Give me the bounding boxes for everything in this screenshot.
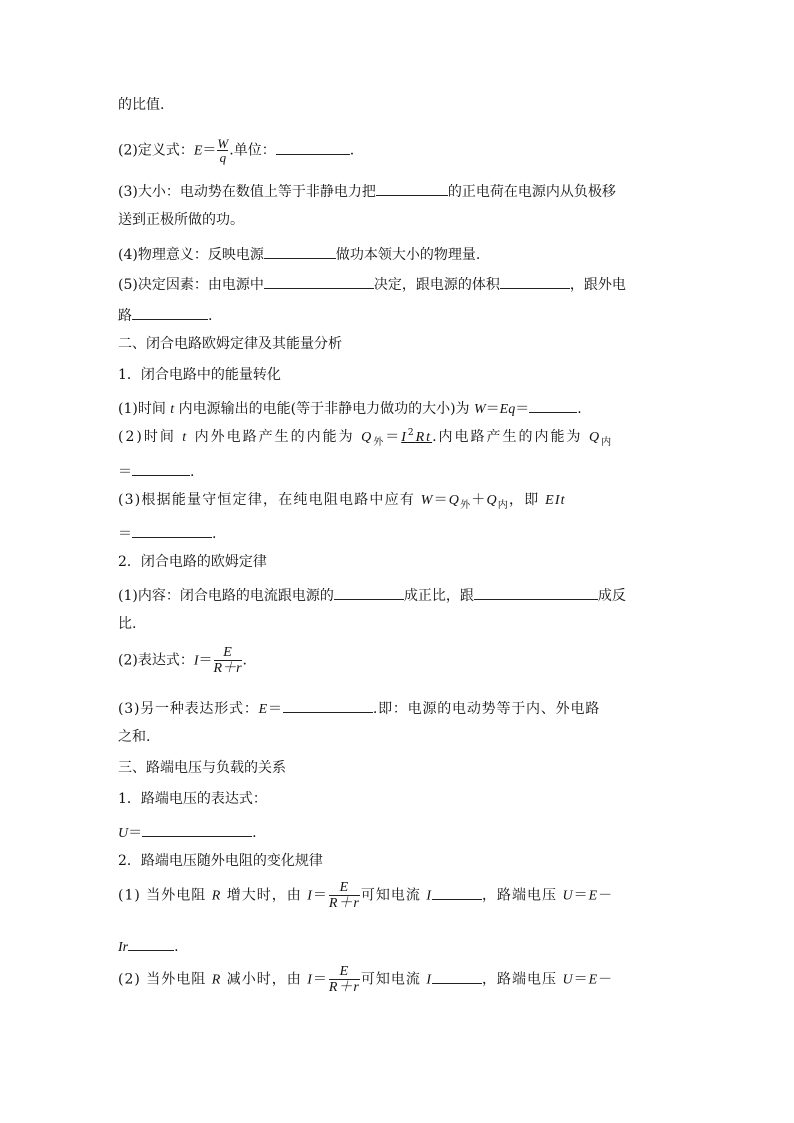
text-line bbox=[118, 821, 257, 843]
symbol-Q: Q bbox=[486, 493, 498, 508]
fill-blank[interactable] bbox=[474, 584, 598, 600]
fill-blank[interactable] bbox=[142, 821, 252, 837]
text-line bbox=[118, 522, 216, 543]
fill-blank[interactable] bbox=[132, 304, 208, 320]
text-line bbox=[118, 460, 194, 481]
text: ＝ bbox=[485, 401, 500, 417]
heading-text: 二、闭合电路欧姆定律及其能量分析 bbox=[118, 336, 342, 352]
text: 决定，跟电源的体积 bbox=[373, 277, 500, 293]
fraction-E-over-R-plus-r bbox=[329, 964, 360, 995]
text: 成反 bbox=[597, 588, 626, 604]
fraction-denominator: R＋r bbox=[328, 980, 360, 995]
fraction-numerator: E bbox=[339, 964, 350, 979]
fraction-W-over-q bbox=[217, 137, 228, 164]
text: (1) 当外电阻 bbox=[118, 887, 212, 904]
text: 减小时，由 bbox=[221, 971, 308, 988]
text: (2)定义式： bbox=[118, 142, 194, 159]
text-line bbox=[118, 397, 582, 419]
text: .内电路产生的内能为 bbox=[432, 429, 589, 445]
text: ，即 bbox=[509, 492, 546, 508]
fraction-E-over-R-plus-r bbox=[329, 880, 360, 911]
fill-blank[interactable] bbox=[276, 139, 350, 155]
symbol-E: E bbox=[588, 888, 599, 904]
symbol-t: t bbox=[170, 402, 175, 417]
text-line bbox=[118, 96, 164, 114]
text: － bbox=[598, 971, 614, 988]
text: 可知电流 bbox=[360, 971, 427, 988]
subscript: 内 bbox=[601, 437, 614, 448]
symbol-Ir: Ir bbox=[118, 940, 129, 955]
text-line bbox=[118, 211, 244, 229]
symbol-Q: Q bbox=[361, 430, 374, 445]
text: . bbox=[212, 526, 217, 542]
text: ，跟外电 bbox=[569, 277, 626, 293]
text: (2)时间 bbox=[118, 429, 183, 445]
text: － bbox=[598, 887, 614, 904]
text: . bbox=[208, 308, 213, 324]
symbol-R: R bbox=[211, 972, 222, 988]
text: 内外电路产生的内能为 bbox=[188, 429, 362, 445]
text: ＝ bbox=[573, 887, 589, 904]
text-line bbox=[118, 615, 136, 633]
subsection-heading bbox=[118, 790, 267, 808]
text: (2)表达式： bbox=[118, 652, 194, 669]
text: (1)时间 bbox=[118, 401, 171, 417]
text-line bbox=[118, 180, 616, 201]
symbol-U: U bbox=[562, 888, 574, 904]
subscript: 内 bbox=[497, 500, 509, 511]
expression-line bbox=[118, 964, 613, 995]
definition-line bbox=[118, 137, 354, 164]
text: (3)根据能量守恒定律，在纯电阻电路中应有 bbox=[118, 492, 421, 508]
subsection-heading bbox=[118, 553, 267, 571]
heading-text: 1．路端电压的表达式： bbox=[118, 791, 267, 807]
symbol-t: t bbox=[182, 430, 189, 445]
text: ＋ bbox=[471, 492, 487, 508]
symbol-I: I bbox=[426, 972, 432, 988]
symbol-W: W bbox=[420, 493, 434, 508]
text-line bbox=[118, 697, 600, 719]
fraction-numerator: E bbox=[339, 880, 350, 895]
heading-text: 三、路端电压与负载的关系 bbox=[118, 760, 286, 776]
text-line bbox=[118, 584, 626, 605]
text: .即：电源的电动势等于内、外电路 bbox=[372, 701, 601, 717]
text: ＝ bbox=[573, 971, 589, 988]
symbol-I: I bbox=[193, 653, 199, 669]
symbol-R: R bbox=[211, 888, 222, 904]
fill-blank[interactable] bbox=[264, 273, 374, 289]
text: ＝ bbox=[515, 401, 530, 417]
expression-line bbox=[118, 645, 247, 676]
symbol-E: E bbox=[193, 143, 203, 159]
symbol-W: W bbox=[474, 402, 486, 417]
text: ，路端电压 bbox=[482, 887, 563, 904]
section-heading bbox=[118, 759, 286, 777]
text: (1)内容：闭合电路的电流跟电源的 bbox=[118, 588, 334, 604]
text: 比. bbox=[118, 616, 137, 632]
fill-blank[interactable] bbox=[132, 460, 190, 476]
symbol-I: I bbox=[401, 430, 408, 445]
text: ，路端电压 bbox=[482, 971, 563, 988]
symbol-I: I bbox=[307, 888, 313, 904]
text: ＝ bbox=[118, 526, 132, 542]
subscript: 外 bbox=[373, 437, 386, 448]
fill-blank[interactable] bbox=[376, 180, 448, 196]
section-heading bbox=[118, 335, 342, 353]
heading-text: 2．路端电压随外电阻的变化规律 bbox=[118, 853, 323, 869]
text: ＝ bbox=[128, 825, 143, 841]
text: . bbox=[242, 652, 247, 669]
text-line bbox=[118, 243, 480, 264]
fill-blank[interactable] bbox=[283, 697, 373, 713]
symbol-I: I bbox=[426, 888, 432, 904]
symbol-E: E bbox=[258, 702, 268, 717]
text-line bbox=[118, 304, 212, 325]
text: ＝ bbox=[202, 142, 217, 159]
text-line bbox=[118, 491, 566, 511]
heading-text: 2．闭合电路的欧姆定律 bbox=[118, 554, 267, 570]
text: . bbox=[349, 142, 355, 159]
fraction-denominator: R＋r bbox=[213, 661, 242, 676]
text: . bbox=[190, 464, 195, 480]
text: ＝ bbox=[118, 464, 132, 480]
text: ＝ bbox=[433, 492, 449, 508]
text: 之和. bbox=[118, 729, 151, 745]
symbol-Q: Q bbox=[448, 493, 461, 508]
fill-blank[interactable] bbox=[529, 397, 577, 413]
text: 增大时，由 bbox=[221, 887, 308, 904]
text: ＝ bbox=[268, 701, 283, 717]
text: ＝ bbox=[198, 652, 213, 669]
text: (5)决定因素：由电源中 bbox=[118, 277, 264, 293]
text: 成正比，跟 bbox=[403, 588, 474, 604]
text: 送到正极所做的功。 bbox=[118, 212, 244, 228]
fraction-denominator: q bbox=[219, 150, 227, 165]
text: (3)大小：电动势在数值上等于非静电力把 bbox=[118, 184, 376, 200]
heading-text: 1．闭合电路中的能量转化 bbox=[118, 367, 281, 383]
fraction-denominator: R＋r bbox=[328, 896, 360, 911]
symbol-EIt: EIt bbox=[545, 493, 566, 508]
text: (4)物理意义：反映电源 bbox=[118, 247, 264, 263]
symbol-Eq: Eq bbox=[499, 402, 516, 417]
subsection-heading bbox=[118, 366, 281, 384]
superscript: 2 bbox=[407, 428, 416, 438]
text: 路 bbox=[118, 308, 132, 324]
text: 的正电荷在电源内从负极移 bbox=[447, 184, 616, 200]
text: . bbox=[174, 939, 179, 955]
text: 内电源输出的电能(等于非静电力做功的大小)为 bbox=[174, 401, 474, 417]
fill-blank[interactable] bbox=[334, 584, 404, 600]
text: 的比值. bbox=[118, 97, 165, 113]
expression-line bbox=[118, 880, 613, 911]
text: 可知电流 bbox=[360, 887, 427, 904]
fill-blank[interactable] bbox=[432, 884, 482, 900]
fill-blank[interactable] bbox=[132, 522, 212, 538]
symbol-Rt: Rt bbox=[415, 430, 433, 445]
text-line bbox=[118, 935, 179, 957]
text: . bbox=[577, 401, 582, 417]
subscript: 外 bbox=[460, 500, 472, 511]
text: . bbox=[252, 825, 257, 841]
fraction-E-over-R-plus-r bbox=[214, 645, 242, 676]
fraction-numerator: W bbox=[217, 136, 229, 151]
symbol-Q: Q bbox=[588, 430, 602, 445]
fill-blank[interactable] bbox=[432, 968, 482, 984]
text: ＝ bbox=[312, 887, 328, 904]
text: (3)另一种表达形式： bbox=[118, 701, 259, 717]
text-line bbox=[118, 273, 626, 294]
text: .单位： bbox=[229, 142, 276, 159]
symbol-U: U bbox=[118, 826, 129, 841]
text: ＝ bbox=[385, 429, 402, 445]
fill-blank[interactable] bbox=[264, 243, 336, 259]
text-line bbox=[118, 728, 150, 746]
fraction-numerator: E bbox=[223, 645, 232, 660]
text: ＝ bbox=[312, 971, 328, 988]
fill-blank[interactable] bbox=[500, 273, 570, 289]
text: 做功本领大小的物理量. bbox=[335, 247, 481, 263]
fill-blank[interactable] bbox=[128, 935, 174, 951]
text: (2) 当外电阻 bbox=[118, 971, 212, 988]
symbol-U: U bbox=[562, 972, 574, 988]
symbol-E: E bbox=[588, 972, 599, 988]
text-line bbox=[118, 428, 613, 448]
symbol-I: I bbox=[307, 972, 313, 988]
subsection-heading bbox=[118, 852, 323, 870]
